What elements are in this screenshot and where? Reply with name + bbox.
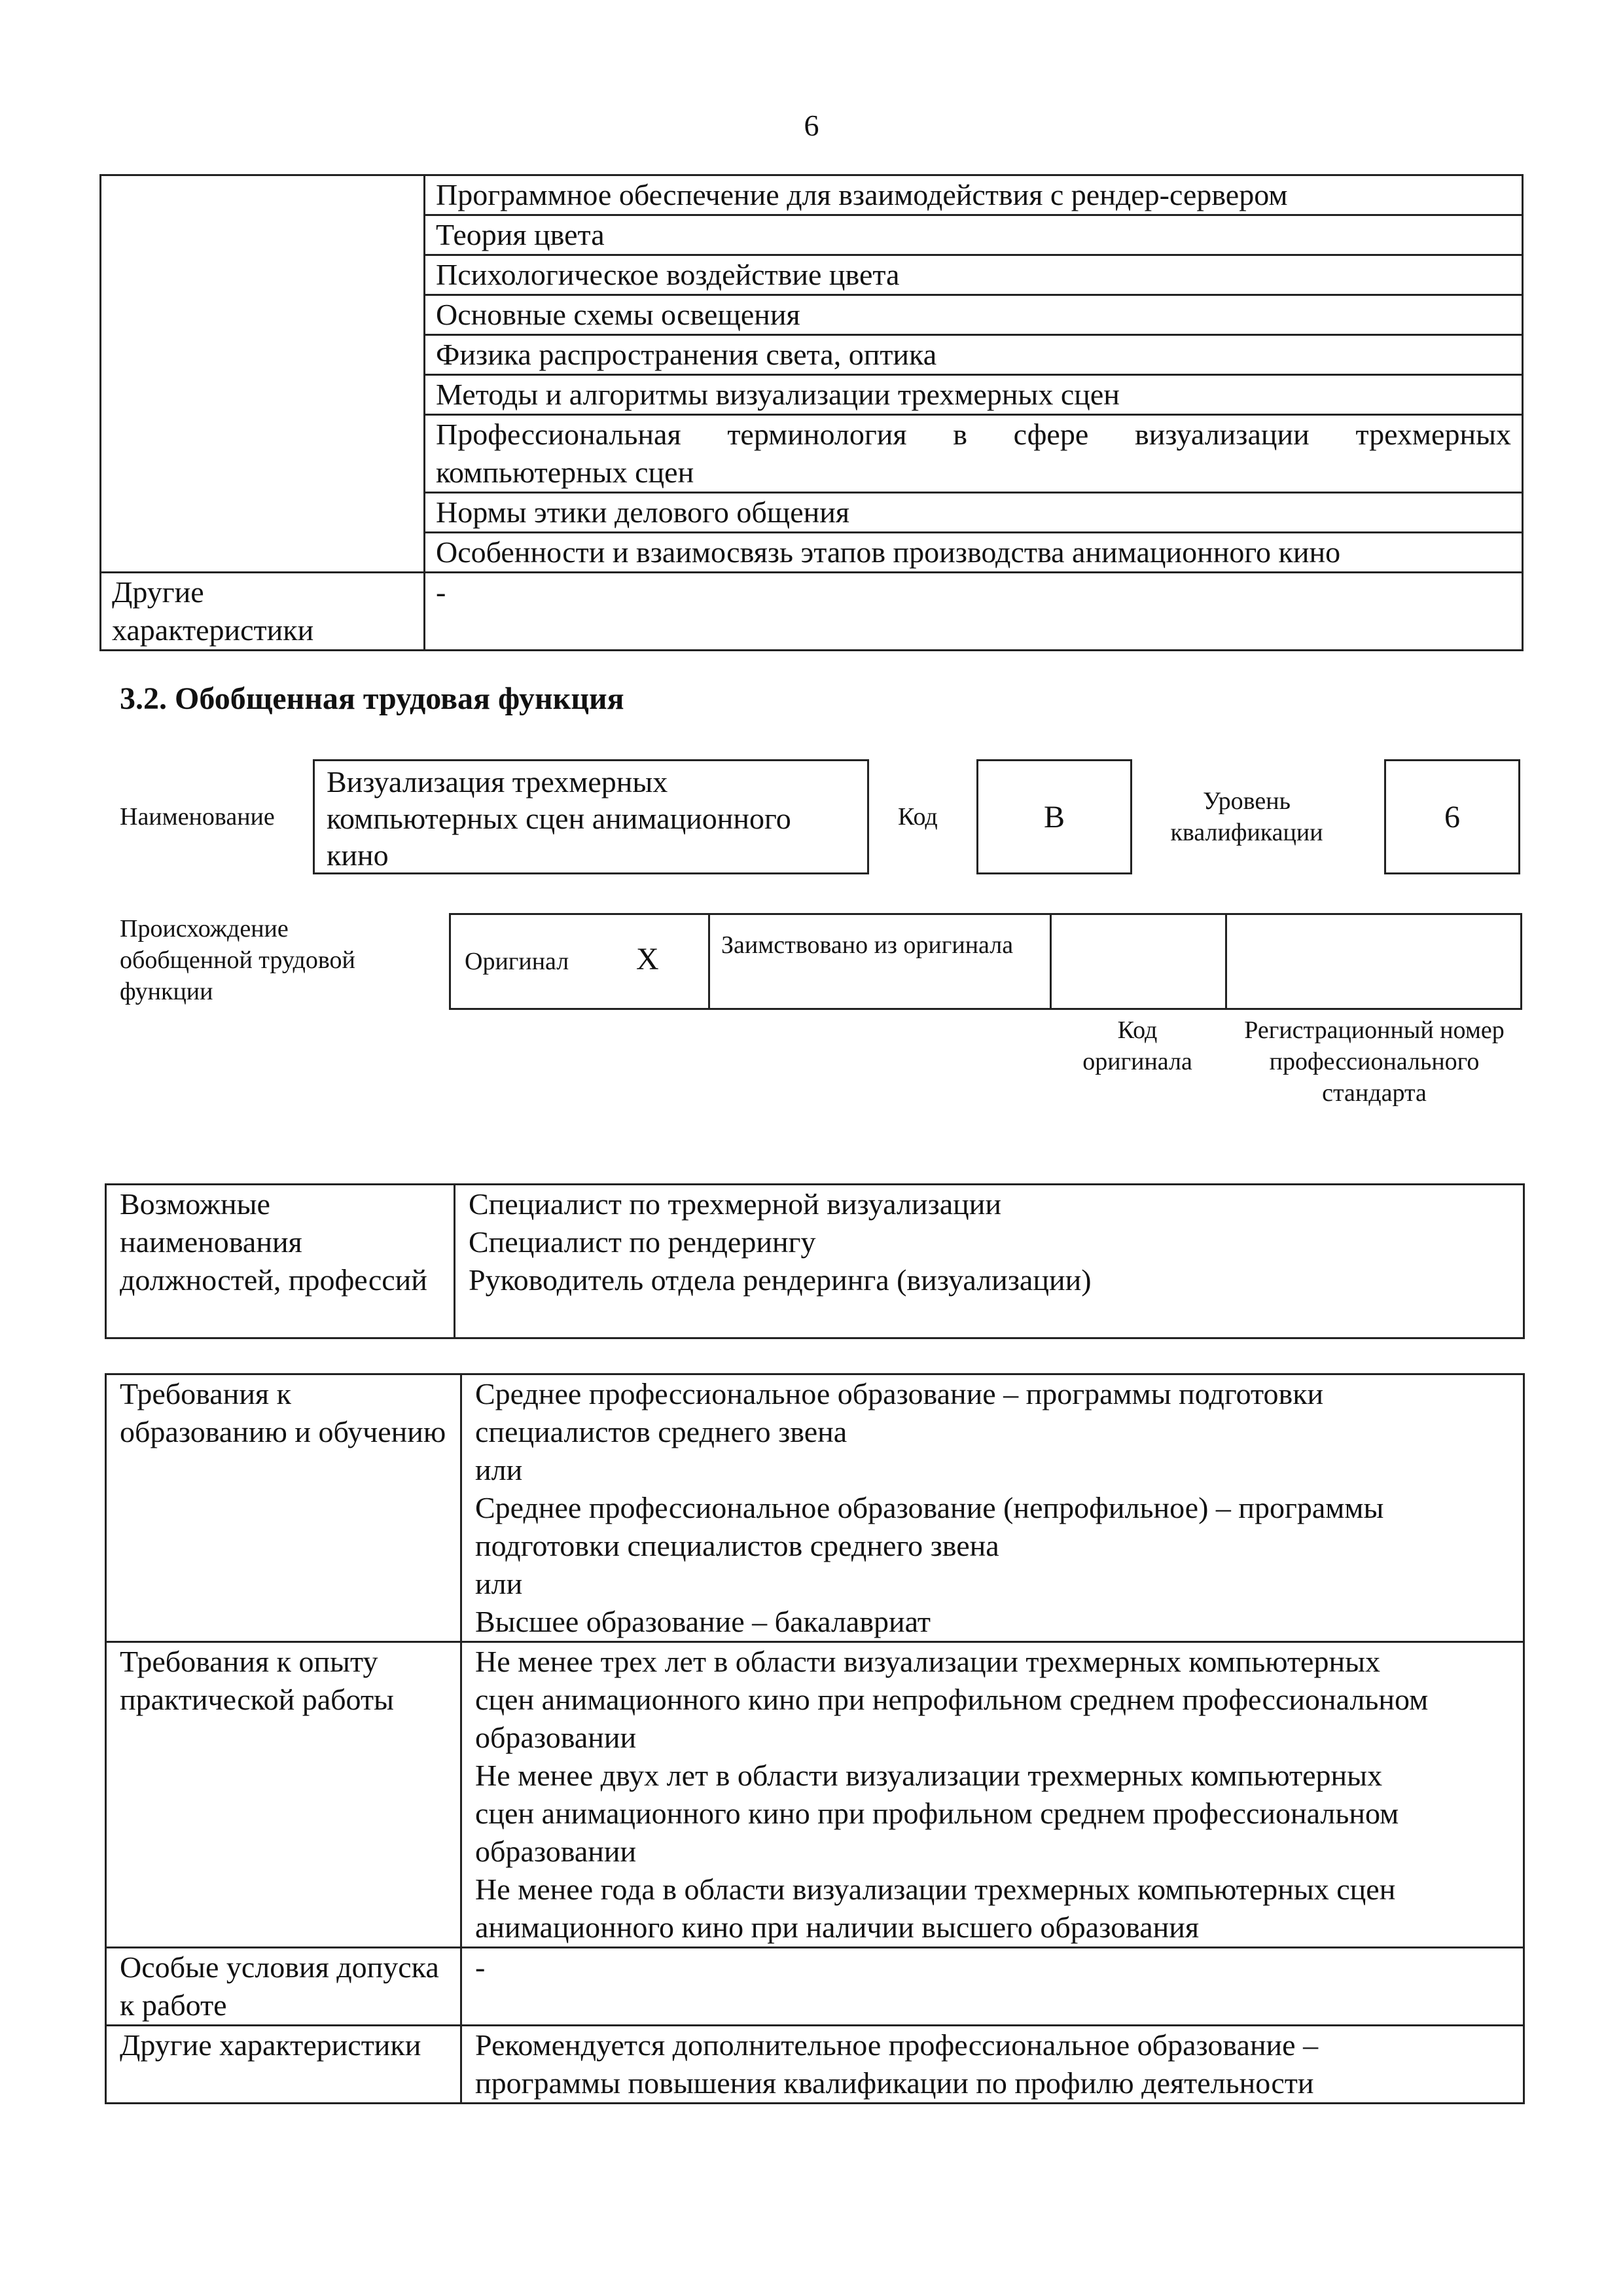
experience-line: Не менее двух лет в области визуализации трехмерных компьютерных: [475, 1759, 1383, 1792]
education-line: Среднее профессиональное образование – программы подготовки: [475, 1377, 1324, 1410]
requirements-table: [105, 1373, 1525, 2104]
education-line: Высшее образование – бакалавриат: [475, 1605, 931, 1638]
level-label: Уровень квалификации: [1170, 787, 1323, 846]
experience-line: анимационного кино при наличии высшего образования: [475, 1910, 1199, 1944]
education-line: подготовки специалистов среднего звена: [475, 1529, 999, 1562]
education-line: специалистов среднего звена: [475, 1415, 847, 1448]
other-characteristics-label: Другие характеристики: [101, 573, 425, 651]
special-conditions-value: -: [461, 1948, 1524, 2026]
borrowed-label: Заимствовано из оригинала: [721, 931, 1014, 959]
knowledge-item: Психологическое воздействие цвета: [425, 255, 1523, 295]
education-label: Требования к образованию и обучению: [106, 1374, 461, 1642]
level-box: [1384, 759, 1520, 874]
origin-box: [449, 913, 1522, 1010]
function-name: Визуализация трехмерных компьютерных сцен анимационного кино: [327, 765, 791, 872]
position-item: Руководитель отдела рендеринга (визуализации): [469, 1263, 1092, 1297]
positions-table: [105, 1183, 1525, 1339]
experience-line: Не менее года в области визуализации трехмерных компьютерных сцен: [475, 1873, 1396, 1906]
origin-label: Происхождение обобщенной трудовой функции: [120, 915, 355, 1005]
position-item: Специалист по рендерингу: [469, 1225, 816, 1259]
level-value: 6: [1444, 799, 1460, 834]
code-box: [976, 759, 1132, 874]
knowledge-item: Профессиональная терминология в сфере визуализации трехмерных компьютерных сцен: [425, 415, 1523, 493]
other-characteristics-value: -: [425, 573, 1523, 651]
code-label: Код: [898, 803, 938, 831]
page-number: 6: [804, 109, 819, 142]
other-requirements-line: Рекомендуется дополнительное профессиональное образование –: [475, 2028, 1319, 2062]
experience-label: Требования к опыту практической работы: [106, 1642, 461, 1948]
other-requirements: [461, 2026, 1524, 2104]
experience-line: Не менее трех лет в области визуализации трехмерных компьютерных: [475, 1645, 1380, 1678]
function-name-box: [313, 759, 869, 874]
knowledge-item: Физика распространения света, оптика: [425, 335, 1523, 375]
reg-number-caption: Регистрационный номер профессионального стандарта: [1244, 1016, 1505, 1107]
section-heading: 3.2. Обобщенная трудовая функция: [120, 681, 624, 716]
origin-divider-1: [708, 913, 710, 1010]
knowledge-item: Методы и алгоритмы визуализации трехмерных сцен: [425, 375, 1523, 415]
original-mark: X: [636, 942, 659, 977]
original-label: Оригинал: [465, 948, 569, 975]
knowledge-item: Нормы этики делового общения: [425, 493, 1523, 533]
origin-divider-2: [1050, 913, 1052, 1010]
origin-divider-3: [1225, 913, 1227, 1010]
other-requirements-label: Другие характеристики: [106, 2026, 461, 2104]
education-line: или: [475, 1567, 523, 1600]
knowledge-item: Особенности и взаимосвязь этапов производства анимационного кино: [425, 533, 1523, 573]
position-item: Специалист по трехмерной визуализации: [469, 1187, 1001, 1221]
knowledge-item: Основные схемы освещения: [425, 295, 1523, 335]
experience-line: образовании: [475, 1721, 637, 1754]
name-label: Наименование: [120, 803, 275, 831]
experience-requirements: [461, 1642, 1524, 1948]
knowledge-label-cell: [101, 175, 425, 573]
positions-list: [455, 1185, 1524, 1338]
experience-line: сцен анимационного кино при непрофильном среднем профессиональном: [475, 1683, 1429, 1716]
knowledge-item: Теория цвета: [425, 215, 1523, 255]
education-line: или: [475, 1453, 523, 1486]
experience-line: сцен анимационного кино при профильном среднем профессиональном: [475, 1797, 1399, 1830]
special-conditions-label: Особые условия допуска к работе: [106, 1948, 461, 2026]
code-value: B: [1043, 799, 1065, 834]
positions-label: Возможные наименования должностей, профессий: [106, 1185, 455, 1338]
education-line: Среднее профессиональное образование (непрофильное) – программы: [475, 1491, 1384, 1524]
experience-line: образовании: [475, 1835, 637, 1868]
knowledge-table: [99, 174, 1524, 651]
code-original-caption: Код оригинала: [1082, 1016, 1192, 1075]
other-requirements-line: программы повышения квалификации по профилю деятельности: [475, 2066, 1314, 2100]
knowledge-item: Программное обеспечение для взаимодействия с рендер-сервером: [425, 175, 1523, 215]
education-requirements: [461, 1374, 1524, 1642]
